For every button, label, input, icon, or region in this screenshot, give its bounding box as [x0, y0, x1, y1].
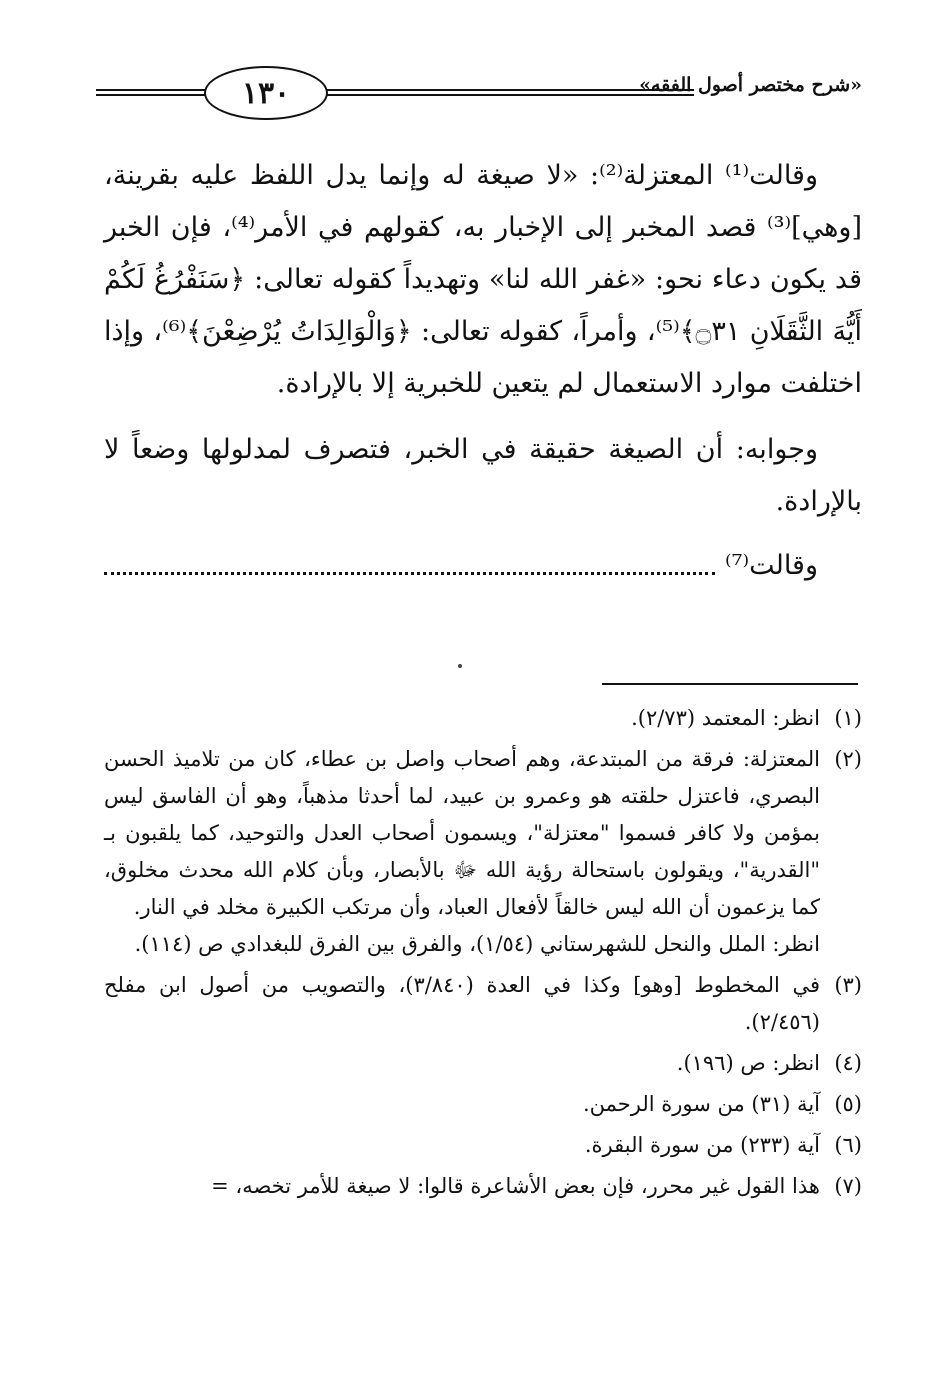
footnote-text: آية (٣١) من سورة الرحمن.	[582, 1092, 820, 1116]
footnote-text: هذا القول غير محرر، فإن بعض الأشاعرة قالوا: لا صيغة للأمر تخصه، =	[211, 1174, 820, 1198]
footnote-6	[104, 1127, 862, 1164]
paragraph-2: وجوابه: أن الصيغة حقيقة في الخبر، فتصرف لمدلولها وضعاً لا بالإرادة.	[104, 434, 862, 517]
footnote-number: (٤)	[834, 1051, 862, 1075]
page-header	[96, 64, 862, 126]
footnote-number: (٧)	[834, 1174, 862, 1198]
paragraph-1: وقالت⁽¹⁾ المعتزلة⁽²⁾: «لا صيغة له وإنما يدل اللفظ عليه بقرينة، [وهي]⁽³⁾ قصد المخبر إلى الإخبار به، كقولهم في الأمر⁽⁴⁾، فإن الخبر قد يكون دعاء نحو: «غفر الله لنا» وتهديداً كقوله تعالى: ﴿سَنَفْرُغُ لَكُمْ أَيُّهَ الثَّقَلَانِ ۝٣١﴾⁽⁵⁾، وأمراً، كقوله تعالى: ﴿وَالْوَالِدَاتُ يُرْضِعْنَ﴾⁽⁶⁾، وإذا اختلفت موارد الاستعمال لم يتعين للخبرية إلا بالإرادة.	[104, 160, 863, 399]
footnote-reference: انظر: الملل والنحل للشهرستاني (١/٥٤)، والفرق بين الفرق للبغدادي ص (١١٤).	[134, 932, 820, 956]
footnote-1	[104, 700, 862, 737]
footnote-number: (٦)	[834, 1133, 862, 1157]
page-number: ١٣٠	[204, 66, 328, 120]
continuation-line	[104, 540, 862, 592]
header-rule-left	[96, 89, 216, 96]
footnote-4	[104, 1045, 862, 1082]
footnote-text: في المخطوط [وهو] وكذا في العدة (٣/٨٤٠)، والتصويب من أصول ابن مفلح (٢/٤٥٦).	[104, 973, 820, 1034]
footnote-number: (١)	[834, 706, 862, 730]
footnote-number: (٢)	[834, 747, 862, 771]
footnote-text: آية (٢٣٣) من سورة البقرة.	[584, 1133, 820, 1157]
main-text	[104, 150, 862, 592]
footnotes	[104, 700, 862, 1209]
footnote-text: انظر: ص (١٩٦).	[676, 1051, 820, 1075]
footnote-number: (٥)	[834, 1092, 862, 1116]
footnote-text: المعتزلة: فرقة من المبتدعة، وهم أصحاب واصل بن عطاء، كان من تلاميذ الحسن البصري، فاعتزل حلقته هو وعمرو بن عبيد، لما أحدثا مذهباً، وهو أن الفاسق ليس بمؤمن ولا كافر فسموا "معتزلة"، ويسمون أصحاب العدل والتوحيد، كما يلقبون بـ "القدرية"، ويقولون باستحالة رؤية الله ﷻ بالأبصار، وبأن كلام الله محدث مخلوق، كما يزعمون أن الله ليس خالقاً لأفعال العباد، وأن مرتكب الكبيرة مخلد في النار.	[104, 747, 820, 919]
footnote-body	[104, 741, 820, 963]
footnote-text: انظر: المعتمد (٢/٧٣).	[631, 706, 820, 730]
footnote-7	[104, 1168, 862, 1205]
header-rule-right	[314, 89, 694, 96]
running-title: «شرح مختصر أصول الفقه»	[639, 74, 862, 96]
stray-mark	[458, 664, 462, 668]
continuation-lead: وقالت⁽⁷⁾	[724, 550, 818, 581]
footnote-separator	[602, 683, 858, 685]
dotted-leader	[104, 558, 715, 575]
footnote-3	[104, 967, 862, 1041]
footnote-5	[104, 1086, 862, 1123]
footnote-2	[104, 741, 862, 963]
footnote-number: (٣)	[834, 973, 862, 997]
